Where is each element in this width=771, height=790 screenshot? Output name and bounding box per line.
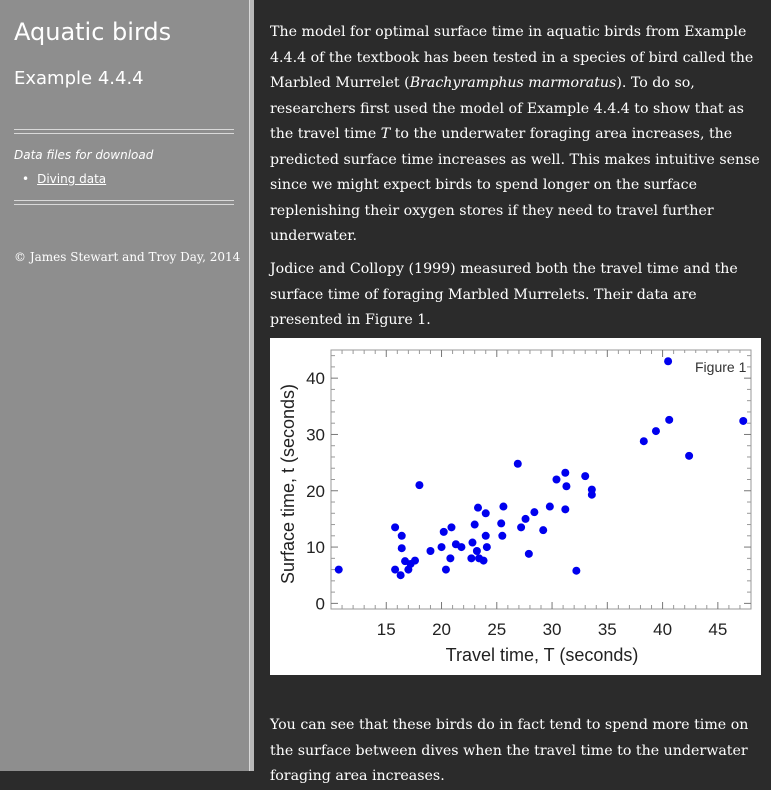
x-tick-label: 20	[432, 620, 451, 639]
download-link-diving-data[interactable]: Diving data	[37, 172, 107, 186]
data-point	[664, 357, 672, 365]
data-point	[467, 554, 475, 562]
data-point	[335, 566, 343, 574]
sidebar	[0, 0, 249, 771]
data-point	[442, 566, 450, 574]
data-point	[539, 526, 547, 534]
y-tick-label: 10	[306, 538, 325, 558]
data-point	[391, 523, 399, 531]
data-point	[471, 521, 479, 529]
data-point	[588, 486, 596, 494]
scatter-plot	[270, 338, 761, 675]
data-point	[447, 523, 455, 531]
data-point	[468, 539, 476, 547]
data-point	[530, 508, 538, 516]
data-point	[398, 544, 406, 552]
downloads-heading: Data files for download	[14, 148, 154, 162]
variable-T: T	[380, 126, 391, 142]
data-point	[572, 567, 580, 575]
species-name: Brachyramphus marmoratus	[409, 75, 617, 91]
data-point	[665, 416, 673, 424]
figure-label: Figure 1	[695, 359, 747, 375]
data-point	[514, 460, 522, 468]
tick-labels	[306, 369, 727, 639]
x-tick-label: 30	[542, 620, 562, 639]
y-tick-label: 0	[315, 594, 325, 614]
paragraph-conclusion: You can see that these birds do in fact tend to spend more time on the surface between dives when the travel time to the underwater foraging area increases.	[270, 717, 749, 784]
data-point	[522, 515, 530, 523]
figure-1-chart	[270, 338, 761, 675]
data-point	[652, 427, 660, 435]
copyright-text: © James Stewart and Troy Day, 2014	[14, 250, 241, 264]
data-point	[561, 469, 569, 477]
data-point	[457, 543, 465, 551]
data-point	[480, 557, 488, 565]
data-point	[561, 505, 569, 513]
text: to the underwater foraging area increases, the predicted surface time increases as well. This makes intuitive sense since we might expect birds to spend longer on the surface replenishing their oxygen stores if they need to travel further underwater.	[270, 126, 760, 244]
x-tick-label: 15	[376, 620, 396, 639]
x-tick-label: 45	[708, 620, 728, 639]
data-point	[640, 437, 648, 445]
data-point	[398, 532, 406, 540]
data-point	[562, 482, 570, 490]
x-axis-label: Travel time, T (seconds)	[445, 645, 639, 665]
text: ). To do so, researchers first used the model of Example 4.4.4 to show that as the travel time	[270, 75, 744, 142]
data-point	[552, 476, 560, 484]
x-tick-label: 25	[487, 620, 507, 639]
download-list-item	[22, 172, 106, 186]
data-point	[446, 554, 454, 562]
data-point	[581, 472, 589, 480]
data-point	[483, 543, 491, 551]
data-point	[440, 528, 448, 536]
paragraph-intro	[270, 20, 762, 250]
data-point	[499, 503, 507, 511]
data-point	[473, 547, 481, 555]
data-point	[498, 532, 506, 540]
y-tick-label: 40	[306, 369, 325, 389]
data-point	[739, 417, 747, 425]
paragraph-data: Jodice and Collopy (1999) measured both the travel time and the surface time of foraging Marbled Murrelets. Their data are presented in Figure 1.	[270, 261, 738, 328]
site-title: Aquatic birds	[14, 18, 172, 46]
data-point	[426, 547, 434, 555]
example-subtitle: Example 4.4.4	[14, 68, 144, 89]
data-point	[546, 503, 554, 511]
data-point	[438, 543, 446, 551]
sidebar-border	[249, 0, 254, 771]
divider	[14, 200, 234, 205]
y-tick-label: 30	[306, 425, 325, 445]
x-tick-label: 35	[597, 620, 617, 639]
data-point	[474, 504, 482, 512]
data-point	[497, 519, 505, 527]
y-axis-label: Surface time, t (seconds)	[278, 383, 298, 585]
data-point	[525, 550, 533, 558]
x-tick-label: 40	[653, 620, 673, 639]
data-point	[411, 557, 419, 565]
data-point	[415, 481, 423, 489]
data-point	[482, 532, 490, 540]
data-point	[685, 452, 693, 460]
text: The model for optimal surface time in aquatic birds from Example 4.4.4 of the textbook has been tested in a species of bird called the Marbled Murrelet (	[270, 24, 754, 91]
data-point	[482, 509, 490, 517]
y-tick-label: 20	[306, 481, 325, 501]
divider	[14, 129, 234, 134]
data-point	[397, 571, 405, 579]
bullet-icon: •	[22, 172, 30, 186]
data-points	[335, 357, 748, 579]
data-point	[517, 523, 525, 531]
